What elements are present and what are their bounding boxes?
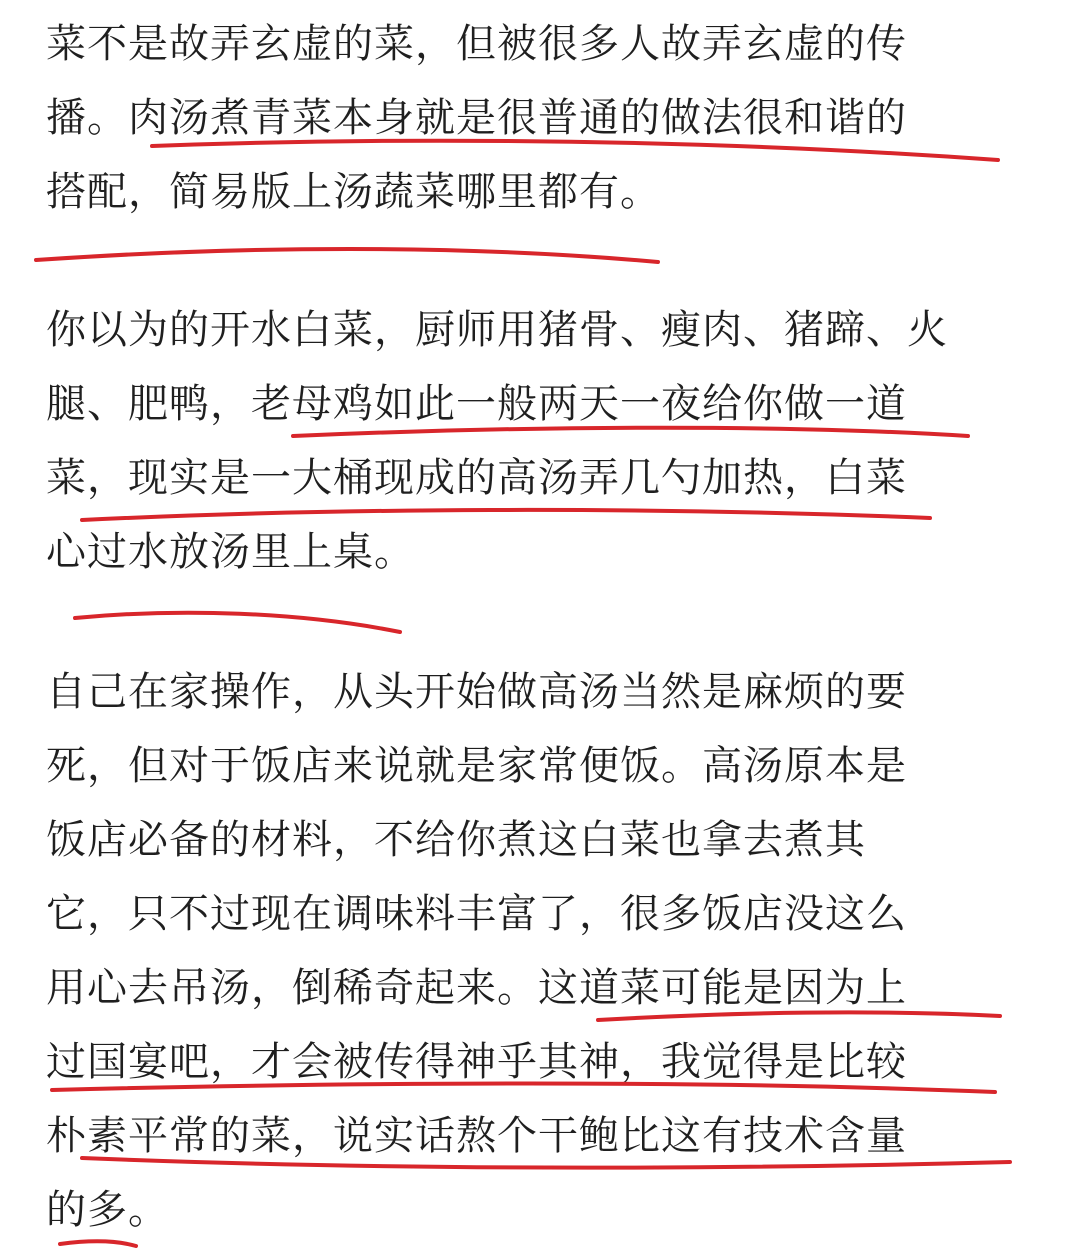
red-underline	[82, 510, 930, 520]
text-line: 播。肉汤煮青菜本身就是很普通的做法很和谐的	[46, 95, 907, 141]
text-line: 的多。	[46, 1187, 169, 1233]
text-line: 自己在家操作，从头开始做高汤当然是麻烦的要	[46, 669, 907, 715]
red-underline	[36, 249, 658, 262]
text-line: 菜不是故弄玄虚的菜，但被很多人故弄玄虚的传	[46, 21, 907, 67]
text-line: 它，只不过现在调味料丰富了，很多饭店没这么	[46, 891, 907, 937]
red-underline	[75, 613, 400, 632]
text-line: 你以为的开水白菜，厨师用猪骨、瘦肉、猪蹄、火	[46, 307, 948, 353]
text-line: 朴素平常的菜，说实话熬个干鲍比这有技术含量	[46, 1113, 907, 1159]
text-line: 菜，现实是一大桶现成的高汤弄几勺加热，白菜	[46, 455, 907, 501]
text-line: 心过水放汤里上桌。	[46, 529, 415, 575]
red-underline	[598, 1013, 1000, 1020]
red-underline	[293, 428, 968, 436]
red-underline	[60, 1241, 136, 1246]
text-line: 搭配，简易版上汤蔬菜哪里都有。	[46, 169, 661, 215]
red-underline	[152, 141, 998, 160]
text-line: 过国宴吧，才会被传得神乎其神，我觉得是比较	[46, 1039, 907, 1085]
text-line: 用心去吊汤，倒稀奇起来。这道菜可能是因为上	[46, 965, 907, 1011]
text-line: 腿、肥鸭，老母鸡如此一般两天一夜给你做一道	[46, 381, 907, 427]
text-line: 饭店必备的材料，不给你煮这白菜也拿去煮其	[46, 817, 866, 863]
text-line: 死，但对于饭店来说就是家常便饭。高汤原本是	[46, 743, 907, 789]
